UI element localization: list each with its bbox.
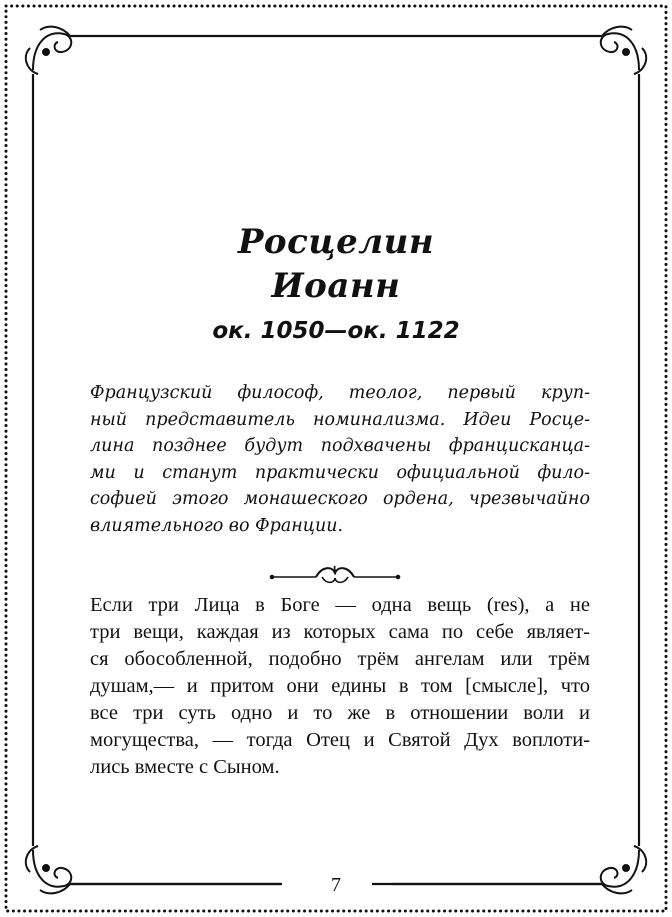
quote-line: все три суть одно и то же в отношении воли и: [90, 702, 590, 724]
life-dates: ок. 1050—ок. 1122: [212, 318, 460, 344]
quote-line: лись вместе с Сыном.: [90, 756, 280, 778]
intro-line: ный представитель номинализма. Идеи Росце-: [90, 409, 590, 430]
divider-ornament: [270, 566, 399, 582]
intro-line: софией этого монашеского ордена, чрезвычайно: [90, 489, 590, 509]
title-line-2: Иоанн: [271, 266, 401, 306]
corner-ornament-top-right: [601, 26, 648, 74]
corner-ornament-top-left: [24, 26, 71, 74]
intro-line: лина позднее будут подхвачены францисканца-: [90, 436, 590, 456]
quote-line: три вещи, каждая из которых сама по себе являет-: [90, 621, 590, 643]
quote-line: ся обособленной, подобно трём ангелам или трём: [90, 648, 590, 670]
intro-line: влиятельного во Франции.: [90, 515, 344, 536]
quote-line: душам,— и притом они едины в том [смысле], что: [90, 675, 590, 697]
quote-line: могущества, — тогда Отец и Святой Дух воплоти-: [90, 729, 590, 751]
intro-line: ми и станут практически официальной фило-: [90, 462, 590, 483]
page-number: 7: [331, 874, 341, 896]
quote-line: Если три Лица в Боге — одна вещь (res), а не: [90, 594, 590, 616]
intro-line: Французский философ, теолог, первый круп-: [90, 383, 590, 403]
intro-paragraph: [90, 380, 590, 539]
title-line-1: Росцелин: [237, 222, 435, 262]
quote-paragraph: [90, 592, 590, 781]
